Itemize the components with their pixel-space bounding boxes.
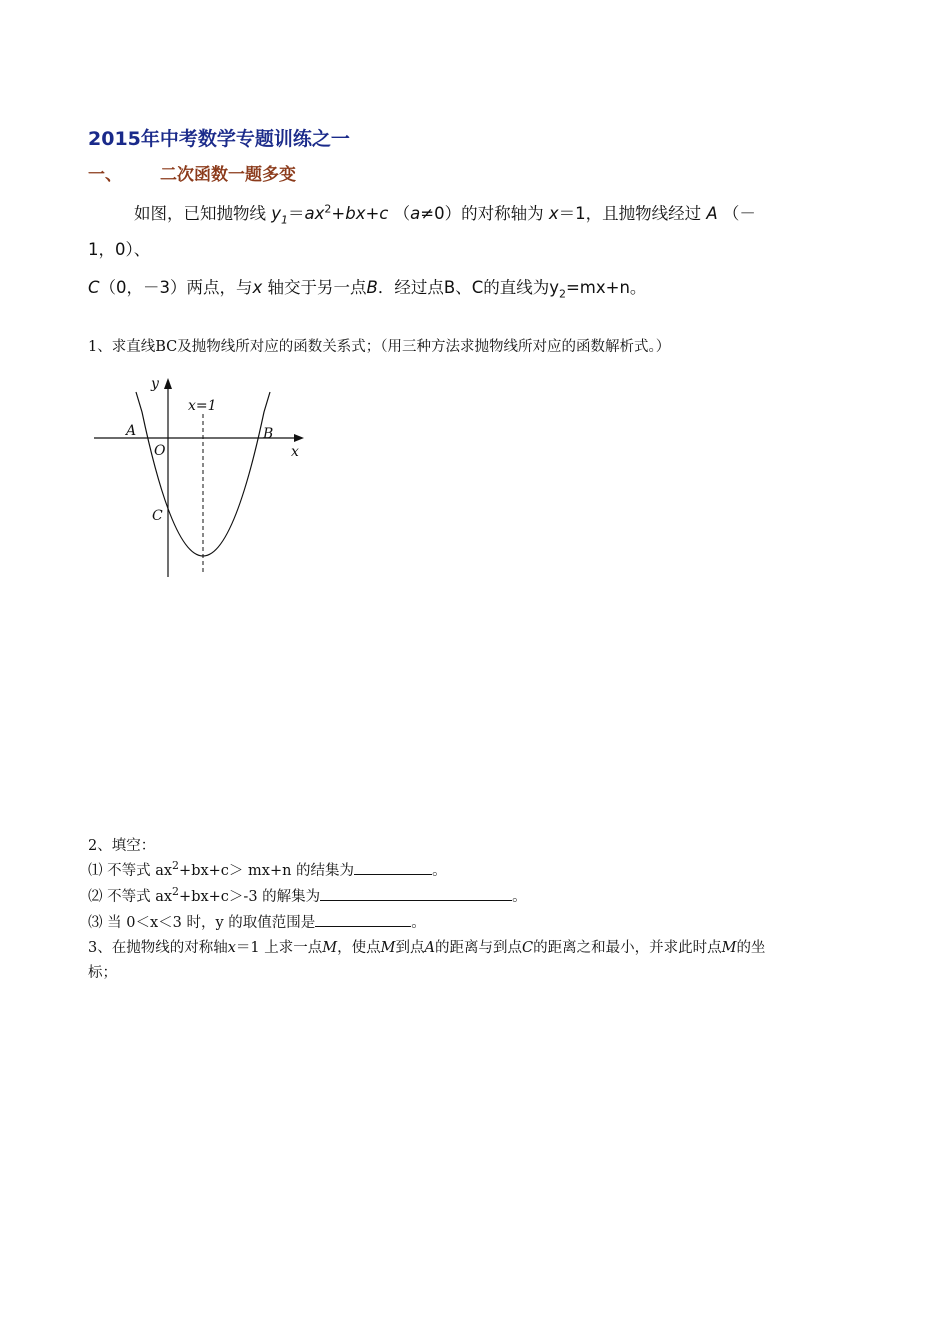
section-title: 二次函数一题多变 — [160, 165, 296, 185]
question-2-part-2: ⑵ 不等式 $ax^2+bx+c>-3$ 的解集为 。 — [88, 885, 527, 905]
answer-blank[interactable] — [315, 912, 411, 927]
origin-label: O — [154, 443, 166, 459]
question-2-part-1: ⑴ 不等式 $ax^2+bx+c> mx+n$ 的结集为 。 — [88, 859, 447, 879]
intro-line-3: C（0，－3）两点，与x 轴交于另一点B．经过点B、C的直线为$y_2=mx+n$。 — [88, 278, 647, 301]
x-axis-label: x — [291, 444, 299, 460]
y-axis-arrow — [164, 378, 172, 389]
question-1: 1、求直线BC及抛物线所对应的函数关系式；（用三种方法求抛物线所对应的函数解析式。） — [88, 339, 671, 355]
y-axis-label: y — [151, 376, 159, 392]
question-3-line-2: 标； — [88, 965, 117, 981]
section-number: 一、 — [88, 165, 122, 185]
x-axis-arrow — [294, 434, 304, 442]
section-heading — [88, 160, 296, 185]
question-3: 3、在抛物线的对称轴x＝1 上求一点M，使点M到点A的距离与到点C的距离之和最小，并求此时点M的坐 — [88, 940, 766, 956]
answer-blank[interactable] — [320, 886, 512, 901]
point-c-label: C — [152, 508, 163, 524]
question-2-part-3: ⑶ 当 0＜x＜3 时，y 的取值范围是 。 — [88, 911, 426, 932]
answer-blank[interactable] — [354, 860, 432, 875]
question-2-heading: 2、填空： — [88, 838, 156, 854]
point-b-label: B — [263, 426, 274, 442]
symmetry-axis-label: x=1 — [188, 398, 217, 414]
intro-line-1: 如图，已知抛物线 $y_1=ax^2+bx+c$ （a≠0）的对称轴为 x＝1，且抛物线经过 A （－ — [134, 202, 756, 227]
point-a-label: A — [126, 423, 137, 439]
intro-line-2: 1，0）、 — [88, 240, 151, 259]
parabola-figure — [88, 372, 318, 587]
page-title: 2015年中考数学专题训练之一 — [88, 128, 350, 150]
